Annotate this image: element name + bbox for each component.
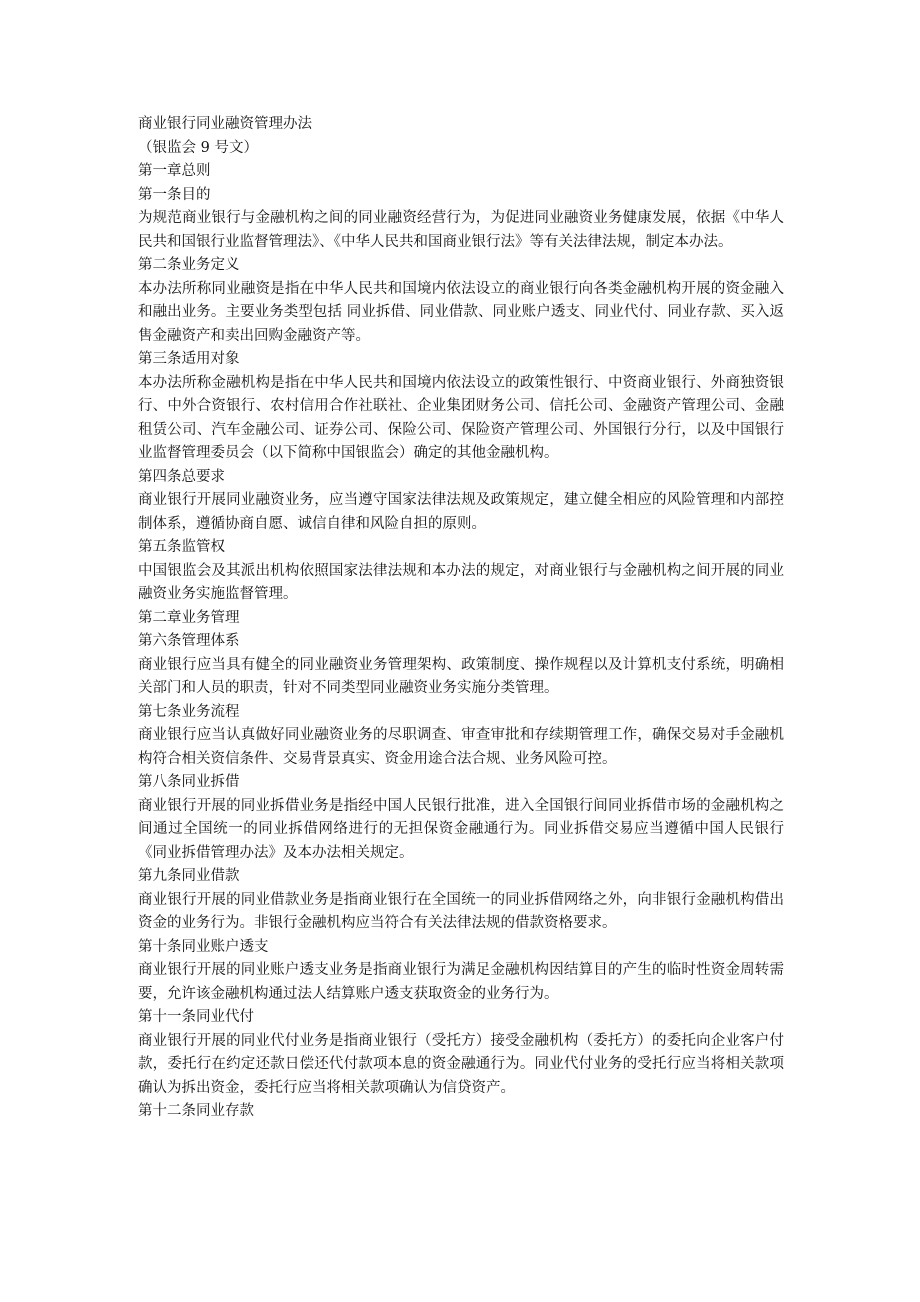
article-heading: 第一条目的 — [138, 186, 211, 203]
chapter-heading: 第二章业务管理 — [138, 609, 240, 626]
article-heading: 第九条同业借款 — [138, 868, 240, 884]
article-body: 商业银行开展的同业拆借业务是指经中国人民银行批准，进入全国银行间同业拆借市场的金融机构之间通过全国统一的同业拆借网络进行的无担保资金融通行为。同业拆借交易应当遵循中国人民银行《同业拆借管理办法》及本办法相关规定。 — [138, 797, 784, 861]
article-body: 中国银监会及其派出机构依照国家法律法规和本办法的规定，对商业银行与金融机构之间开展的同业融资业务实施监督管理。 — [138, 562, 784, 602]
article-body: 商业银行开展的同业借款业务是指商业银行在全国统一的同业拆借网络之外，向非银行金融机构借出资金的业务行为。非银行金融机构应当符合有关法律法规的借款资格要求。 — [138, 891, 784, 931]
article-heading: 第三条适用对象 — [138, 351, 240, 367]
chapter-heading: 第一章总则 — [138, 163, 211, 179]
article-heading: 第二条业务定义 — [138, 257, 240, 273]
article-body: 本办法所称金融机构是指在中华人民共和国境内依法设立的政策性银行、中资商业银行、外商独资银行、中外合资银行、农村信用合作社联社、企业集团财务公司、信托公司、金融资产管理公司、金融租赁公司、汽车金融公司、证券公司、保险公司、保险资产管理公司、外国银行分行，以及中国银行业监督管理委员会（以下简称中国银监会）确定的其他金融机构。 — [138, 374, 784, 461]
article-heading: 第十条同业账户透支 — [138, 938, 269, 955]
document-title: 商业银行同业融资管理办法 — [138, 116, 312, 132]
article-heading: 第七条业务流程 — [138, 703, 240, 720]
article-body: 商业银行应当具有健全的同业融资业务管理架构、政策制度、操作规程以及计算机支付系统，明确相关部门和人员的职责，针对不同类型同业融资业务实施分类管理。 — [138, 656, 784, 696]
article-heading: 第五条监管权 — [138, 539, 225, 555]
document-number: （银监会 9 号文） — [138, 139, 258, 156]
article-body: 商业银行开展的同业代付业务是指商业银行（受托方）接受金融机构（委托方）的委托向企业客户付款，委托行在约定还款日偿还代付款项本息的资金融通行为。同业代付业务的受托行应当将相关款项确认为拆出资金，委托行应当将相关款项确认为信贷资产。 — [138, 1032, 784, 1096]
article-body: 为规范商业银行与金融机构之间的同业融资经营行为，为促进同业融资业务健康发展，依据《中华人民共和国银行业监督管理法》、《中华人民共和国商业银行法》等有关法律法规，制定本办法。 — [138, 210, 784, 250]
article-heading: 第四条总要求 — [138, 468, 225, 485]
article-body: 本办法所称同业融资是指在中华人民共和国境内依法设立的商业银行向各类金融机构开展的资金融入和融出业务。主要业务类型包括 同业拆借、同业借款、同业账户透支、同业代付、同业存款、买入返售金融资产和卖出回购金融资产等。 — [138, 280, 784, 344]
article-heading: 第十二条同业存款 — [138, 1103, 254, 1119]
document-page — [138, 113, 784, 1124]
article-heading: 第六条管理体系 — [138, 633, 240, 649]
article-heading: 第八条同业拆借 — [138, 774, 240, 790]
article-body: 商业银行应当认真做好同业融资业务的尽职调查、审查审批和存续期管理工作，确保交易对手金融机构符合相关资信条件、交易背景真实、资金用途合法合规、业务风险可控。 — [138, 727, 784, 767]
article-body: 商业银行开展的同业账户透支业务是指商业银行为满足金融机构因结算目的产生的临时性资金周转需要，允许该金融机构通过法人结算账户透支获取资金的业务行为。 — [138, 962, 784, 1002]
article-body: 商业银行开展同业融资业务，应当遵守国家法律法规及政策规定，建立健全相应的风险管理和内部控制体系，遵循协商自愿、诚信自律和风险自担的原则。 — [138, 492, 784, 532]
article-heading: 第十一条同业代付 — [138, 1009, 254, 1025]
